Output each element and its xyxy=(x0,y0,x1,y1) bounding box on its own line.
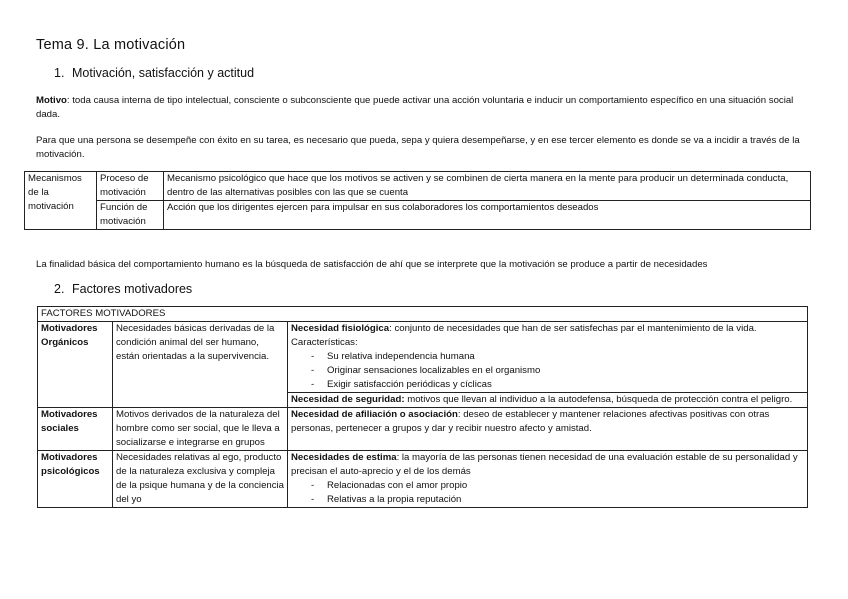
estima-term: Necesidades de estima xyxy=(291,452,397,463)
table-header-row xyxy=(38,307,808,322)
table-row xyxy=(38,408,808,451)
section-1-label: Motivación, satisfacción y actitud xyxy=(72,66,255,80)
seguridad-cell xyxy=(288,393,808,408)
afiliacion-term: Necesidad de afiliación o asociación xyxy=(291,409,458,420)
seguridad-text: motivos que llevan al individuo a la autodefensa, búsqueda de protección contra el peligro. xyxy=(404,394,793,405)
organicos-label: Motivadores Orgánicos xyxy=(38,322,113,408)
fisiologica-list xyxy=(291,350,804,392)
table-row xyxy=(38,451,808,508)
list-item: - Exigir satisfacción periódicas y cíclicas xyxy=(311,378,804,392)
row-label: Proceso de motivación xyxy=(97,172,164,201)
row-label: Función de motivación xyxy=(97,201,164,230)
motivo-text: : toda causa interna de tipo intelectual, consciente o subconsciente que puede activar una acción voluntaria e inducir un comportamiento específico en una situación social dada. xyxy=(36,95,794,120)
section-2-label: Factores motivadores xyxy=(72,282,193,296)
psicologicos-desc: Necesidades relativas al ego, producto de la naturaleza exclusiva y compleja de la psique humana y de la conciencia del yo xyxy=(113,451,288,508)
motivo-term: Motivo xyxy=(36,95,67,106)
section-2-number: 2. xyxy=(54,282,65,296)
paragraph-finalidad: La finalidad básica del comportamiento humano es la búsqueda de satisfacción de ahí que se interprete que la motivación se produce a partir de necesidades xyxy=(36,259,708,270)
row-text: Mecanismo psicológico que hace que los motivos se activen y se combinen de cierta manera en la mente para producir un determinada conducta, dentro de las alternativas posibles con las que se cuenta xyxy=(164,172,811,201)
afiliacion-text: : deseo de establecer y mantener relaciones afectivas positivas con otras personas, pertenecer a grupos y dar y recibir nuestro afecto y amistad. xyxy=(291,409,770,434)
fisiologica-cell xyxy=(288,322,808,393)
mechanisms-label: Mecanismos de la motivación xyxy=(25,172,97,230)
row-text: Acción que los dirigentes ejercen para impulsar en sus colaboradores los comportamientos deseados xyxy=(164,201,811,230)
paragraph-desempeno: Para que una persona se desempeñe con éxito en su tarea, es necesario que pueda, sepa y quiera desempeñarse, y en ese tercer elemento es donde se va a incidir a través de la motivación. xyxy=(36,135,800,160)
sociales-label: Motivadores sociales xyxy=(38,408,113,451)
seguridad-term: Necesidad de seguridad: xyxy=(291,394,405,405)
table-row xyxy=(25,172,811,201)
section-2-heading xyxy=(54,282,192,296)
table-row xyxy=(38,322,808,393)
list-item: - Su relativa independencia humana xyxy=(311,350,804,364)
estima-cell xyxy=(288,451,808,508)
psicologicos-label: Motivadores psicológicos xyxy=(38,451,113,508)
table-header: FACTORES MOTIVADORES xyxy=(38,307,808,322)
section-1-number: 1. xyxy=(54,66,65,80)
afiliacion-cell xyxy=(288,408,808,451)
list-item: - Relativas a la propia reputación xyxy=(311,493,804,507)
page-title: Tema 9. La motivación xyxy=(36,37,186,53)
organicos-desc: Necesidades básicas derivadas de la condición animal del ser humano, están orientadas a la supervivencia. xyxy=(113,322,288,408)
estima-list xyxy=(291,479,804,507)
section-1-heading xyxy=(54,66,254,80)
table-row xyxy=(25,201,811,230)
estima-text: : la mayoría de las personas tienen necesidad de una evaluación estable de su personalidad y precisan el auto-aprecio y el de los demás xyxy=(291,452,798,477)
list-item: - Originar sensaciones localizables en el organismo xyxy=(311,364,804,378)
sociales-desc: Motivos derivados de la naturaleza del hombre como ser social, que le lleva a socializarse e integrarse en grupos xyxy=(113,408,288,451)
fisiologica-term: Necesidad fisiológica xyxy=(291,323,390,334)
factors-table xyxy=(37,306,808,508)
mechanisms-table xyxy=(24,171,811,230)
list-item: - Relacionadas con el amor propio xyxy=(311,479,804,493)
paragraph-motivo xyxy=(36,94,816,122)
fisiologica-text: : conjunto de necesidades que han de ser satisfechas par el mantenimiento de la vida. Características: xyxy=(291,323,757,348)
